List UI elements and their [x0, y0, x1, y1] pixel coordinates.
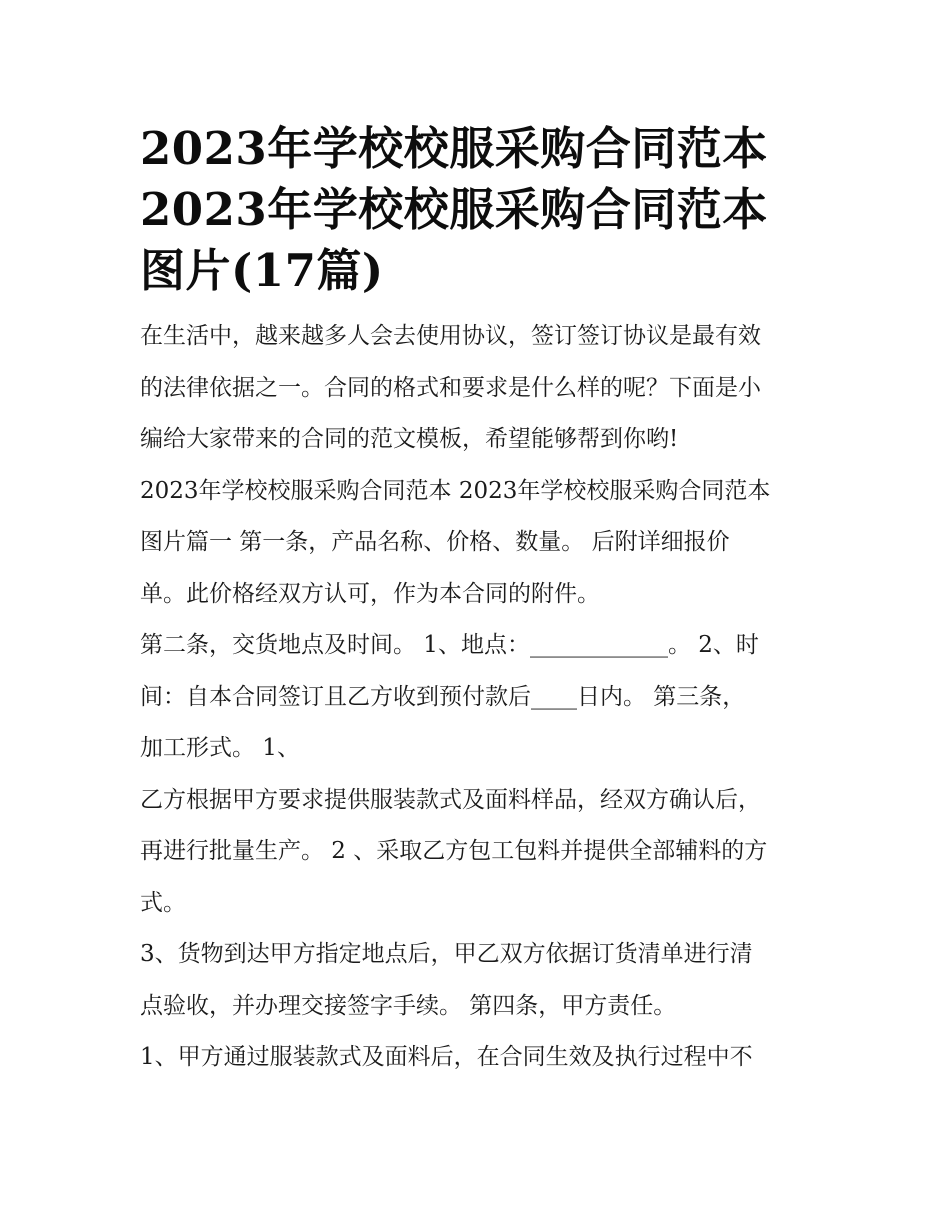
text-line: 的法律依据之一。合同的格式和要求是什么样的呢？下面是小 — [140, 374, 761, 401]
text-line: 1、甲方通过服装款式及面料后，在合同生效及执行过程中不 — [140, 1044, 753, 1070]
text-line: 图片篇一 第一条，产品名称、价格、数量。 后附详细报价 — [140, 529, 730, 555]
text-line: 再进行批量生产。 2 、采取乙方包工包料并提供全部辅料的方 — [140, 838, 768, 864]
paragraph-article-4 — [140, 1032, 816, 1084]
paragraph-article-1 — [140, 466, 816, 621]
document-title — [140, 118, 816, 301]
text-line: 第二条，交货地点及时间。 1、地点：____________。 2、时 — [140, 632, 759, 658]
text-line: 编给大家带来的合同的范文模板，希望能够帮到你哟! — [140, 426, 679, 452]
title-line: 2023年学校校服采购合同范本 — [140, 122, 768, 175]
paragraph-intro — [140, 311, 816, 466]
text-line: 单。此价格经双方认可，作为本合同的附件。 — [140, 580, 600, 607]
paragraph-article-3-item-3 — [140, 929, 816, 1032]
text-line: 点验收，并办理交接签字手续。 第四条，甲方责任。 — [140, 992, 677, 1019]
text-line: 3、货物到达甲方指定地点后，甲乙双方依据订货清单进行清 — [140, 941, 753, 967]
document-content — [140, 118, 816, 1084]
text-line: 乙方根据甲方要求提供服装款式及面料样品，经双方确认后， — [140, 786, 761, 813]
text-line: 2023年学校校服采购合同范本 2023年学校校服采购合同范本 — [140, 477, 771, 504]
title-line: 图片(17篇) — [140, 244, 384, 297]
text-line: 式。 — [140, 889, 186, 916]
title-line: 2023年学校校服采购合同范本 — [140, 183, 768, 236]
text-line: 在生活中，越来越多人会去使用协议，签订签订协议是最有效 — [140, 323, 761, 349]
document-body — [140, 311, 816, 1084]
text-line: 加工形式。 1、 — [140, 735, 300, 761]
text-line: 间：自本合同签订且乙方收到预付款后____日内。 第三条， — [140, 683, 746, 710]
paragraph-article-3 — [140, 775, 816, 930]
paragraph-article-2 — [140, 620, 816, 775]
